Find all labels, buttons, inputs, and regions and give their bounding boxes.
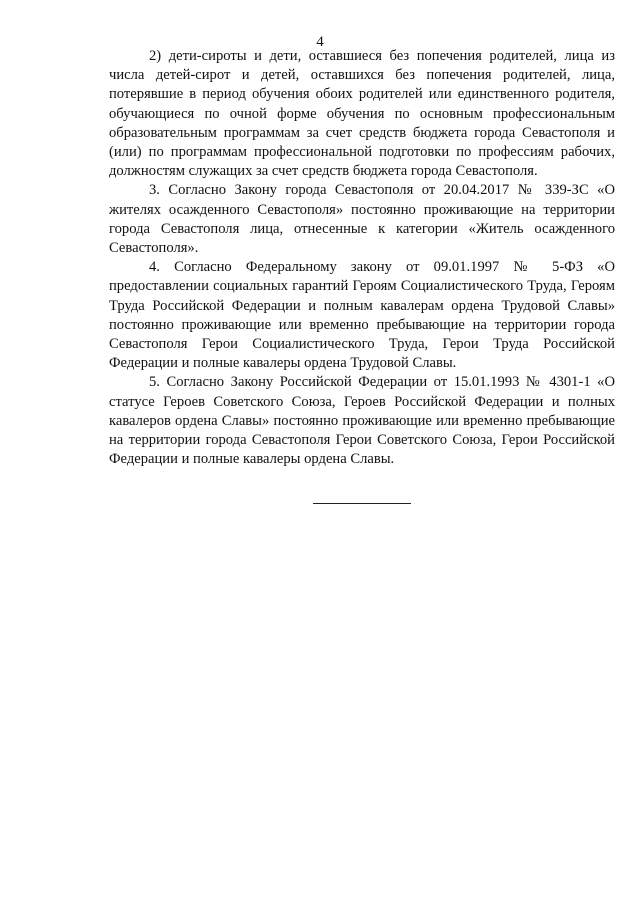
paragraph-besieged-sevastopol: 3. Согласно Закону города Севастополя от 20.04.2017 № 339-ЗС «О жителях осажденного Севастополя» постоянно проживающие на территории города Севастополя лица, отнесенные к категории «Житель осажденного Севастополя». [109, 182, 615, 257]
page-number: 4 [316, 34, 324, 50]
document-body [109, 47, 615, 469]
end-separator-line [313, 503, 411, 504]
paragraph-orphans: 2) дети-сироты и дети, оставшиеся без попечения родителей, лица из числа детей-сирот и детей, оставшихся без попечения родителей, лица, потерявшие в период обучения обоих родителей или единственного родителя, обучающиеся по очной форме обучения по основным профессиональным образовательным программам за счет средств бюджета города Севастополя и (или) по программам профессиональной подготовки по профессиям рабочих, должностям служащих за счет средств бюджета города Севастополя. [109, 48, 615, 180]
paragraph-heroes-soviet-union: 5. Согласно Закону Российской Федерации от 15.01.1993 № 4301-1 «О статусе Героев Советского Союза, Героев Российской Федерации и полных кавалеров ордена Славы» постоянно проживающие или временно пребывающие на территории города Севастополя Герои Советского Союза, Герои Российской Федерации и полные кавалеры ордена Славы. [109, 374, 615, 468]
paragraph-heroes-of-labor: 4. Согласно Федеральному закону от 09.01.1997 № 5-ФЗ «О предоставлении социальных гарантий Героям Социалистического Труда, Героям Труда Российской Федерации и полным кавалерам ордена Трудовой Славы» постоянно проживающие или временно пребывающие на территории города Севастополя Герои Социалистического Труда, Герои Труда Российской Федерации и полные кавалеры ордена Трудовой Славы. [109, 259, 615, 372]
